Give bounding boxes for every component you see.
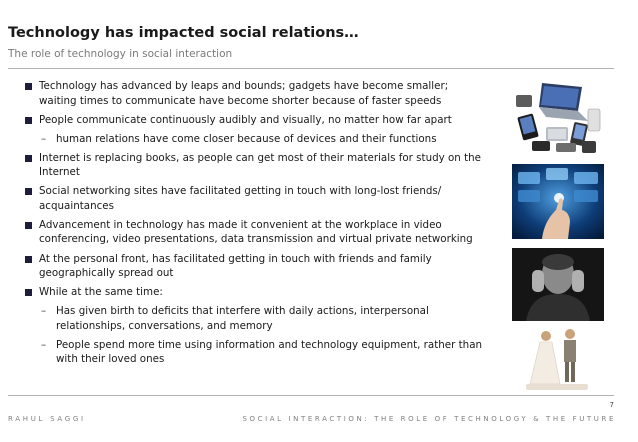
stressed-man-photo [512, 248, 604, 321]
square-bullet-icon [25, 256, 32, 263]
list-item [24, 79, 486, 108]
bullet-text: Has given birth to deficits that interfere with daily actions, interpersonal relationships, conversations, and memory [56, 305, 429, 332]
dash-bullet-icon: – [41, 338, 47, 351]
bullet-text: Advancement in technology has made it convenient at the workplace in video conferencing, video presentations, data transmission and virtual private networking [39, 218, 473, 246]
bullet-text: People spend more time using information and technology equipment, rather than with their loved ones [56, 338, 483, 366]
couple-cake-topper-photo [512, 326, 604, 392]
footer-divider [8, 395, 614, 396]
list-item [24, 132, 486, 147]
square-bullet-icon [25, 83, 32, 90]
list-item [24, 285, 486, 300]
list-item [24, 338, 486, 367]
bullet-text: human relations have come closer because of devices and their functions [56, 132, 437, 145]
bullet-text: Internet is replacing books, as people can get most of their materials for study on the Internet [39, 151, 481, 179]
bullet-text: Technology has advanced by leaps and bounds; gadgets have become smaller; waiting times to communicate have become shorter because of faster speeds [39, 80, 449, 107]
list-item [24, 304, 486, 333]
header-divider [8, 68, 614, 69]
list-item [24, 218, 486, 247]
square-bullet-icon [25, 117, 32, 124]
bullet-text: At the personal front, has facilitated getting in touch with friends and family geographically spread out [39, 252, 432, 280]
square-bullet-icon [25, 188, 32, 195]
page-number: 7 [609, 401, 614, 409]
slide-title: Technology has impacted social relations… [8, 25, 359, 41]
dash-bullet-icon: – [41, 132, 47, 145]
list-item [24, 151, 486, 180]
bullet-text: People communicate continuously audibly and visually, no matter how far apart [39, 113, 452, 126]
list-item [24, 184, 486, 213]
footer-author: RAHUL SAGGI [8, 415, 86, 423]
dash-bullet-icon: – [41, 305, 47, 318]
square-bullet-icon [25, 222, 32, 229]
square-bullet-icon [25, 289, 32, 296]
touchscreen-hand-photo [512, 164, 604, 239]
square-bullet-icon [25, 155, 32, 162]
slide-subtitle: The role of technology in social interaction [8, 48, 233, 60]
bullet-list [24, 79, 486, 371]
bullet-text: While at the same time: [39, 286, 163, 299]
list-item [24, 252, 486, 281]
list-item [24, 113, 486, 128]
footer-deck-title: SOCIAL INTERACTION: THE ROLE OF TECHNOLOGY & THE FUTURE [242, 415, 616, 423]
bullet-text: Social networking sites have facilitated getting in touch with long-lost friends/ acquaintances [39, 185, 442, 212]
gadgets-photo [512, 79, 604, 157]
